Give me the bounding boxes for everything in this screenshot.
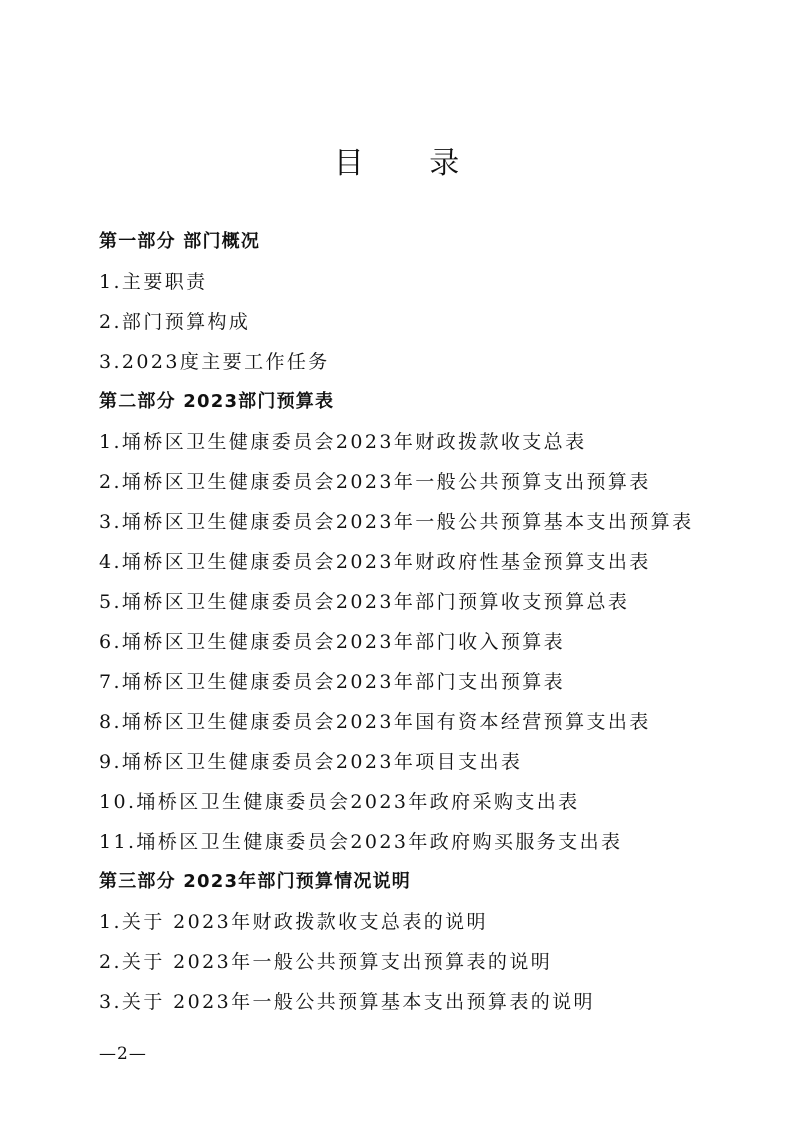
toc-item: 9.埇桥区卫生健康委员会2023年项目支出表 <box>99 751 523 773</box>
toc-section-heading: 第一部分 部门概况 <box>99 231 261 252</box>
page-title: 目 录 <box>333 146 488 181</box>
toc-item: 10.埇桥区卫生健康委员会2023年政府采购支出表 <box>99 791 580 813</box>
toc-section-heading: 第三部分 2023年部门预算情况说明 <box>99 871 411 892</box>
toc-section-heading: 第二部分 2023部门预算表 <box>99 391 335 412</box>
toc-item: 4.埇桥区卫生健康委员会2023年财政府性基金预算支出表 <box>99 551 651 573</box>
toc-item: 2.埇桥区卫生健康委员会2023年一般公共预算支出预算表 <box>99 471 651 493</box>
toc-item: 2.关于 2023年一般公共预算支出预算表的说明 <box>99 951 553 973</box>
toc-item: 2.部门预算构成 <box>99 311 251 333</box>
toc-item: 5.埇桥区卫生健康委员会2023年部门预算收支预算总表 <box>99 591 630 613</box>
toc-item: 3.埇桥区卫生健康委员会2023年一般公共预算基本支出预算表 <box>99 511 694 533</box>
page-number: —2— <box>99 1044 147 1064</box>
toc-item: 7.埇桥区卫生健康委员会2023年部门支出预算表 <box>99 671 566 693</box>
toc-item: 3.2023度主要工作任务 <box>99 351 330 373</box>
toc-item: 6.埇桥区卫生健康委员会2023年部门收入预算表 <box>99 631 566 653</box>
toc-item: 1.关于 2023年财政拨款收支总表的说明 <box>99 911 488 933</box>
toc-item: 8.埇桥区卫生健康委员会2023年国有资本经营预算支出表 <box>99 711 651 733</box>
toc-item: 1.埇桥区卫生健康委员会2023年财政拨款收支总表 <box>99 431 587 453</box>
toc-item: 11.埇桥区卫生健康委员会2023年政府购买服务支出表 <box>99 831 623 853</box>
table-of-contents <box>99 222 739 1022</box>
toc-item: 1.主要职责 <box>99 271 208 293</box>
toc-item: 3.关于 2023年一般公共预算基本支出预算表的说明 <box>99 991 595 1013</box>
